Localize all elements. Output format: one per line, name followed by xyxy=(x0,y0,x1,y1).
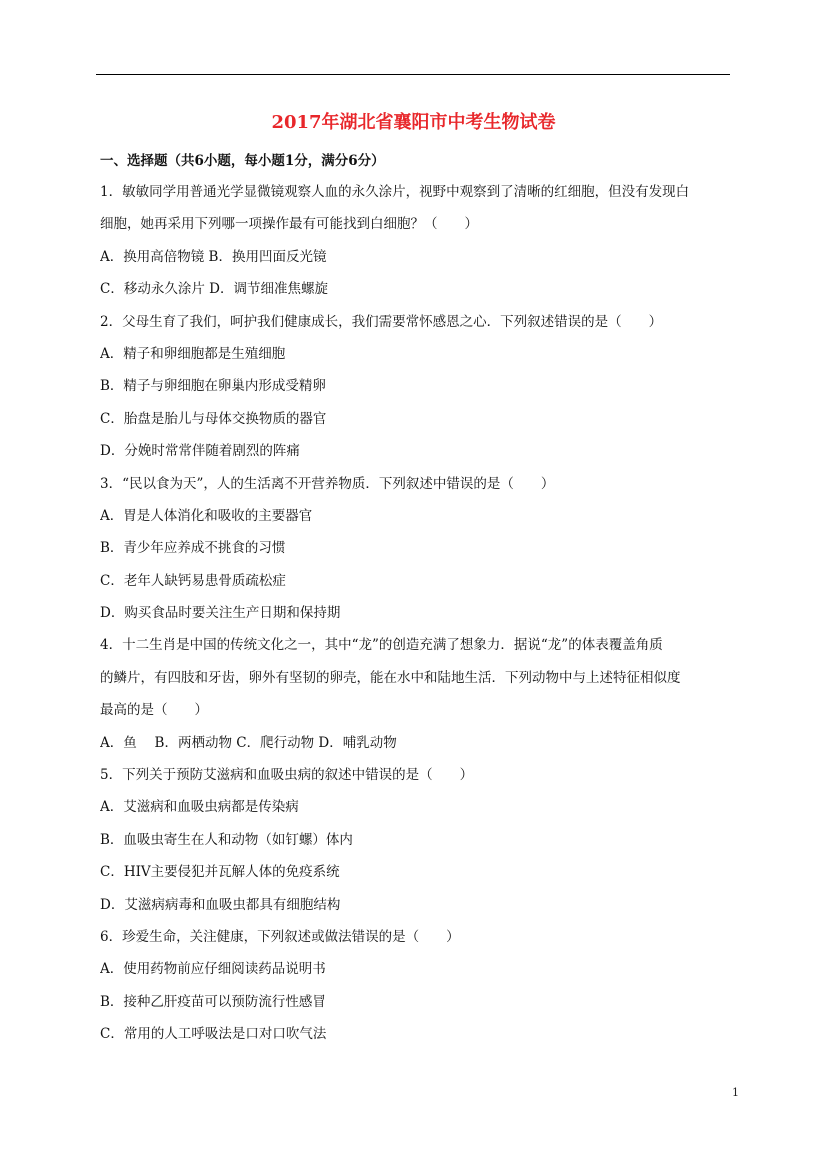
question-3-option-a: A．胃是人体消化和吸收的主要器官 xyxy=(100,507,313,524)
question-4-stem-line-3: 最高的是（ ） xyxy=(100,702,208,719)
question-5-option-c: C．HIV主要侵犯并瓦解人体的免疫系统 xyxy=(100,864,340,881)
question-5-option-d: D．艾滋病病毒和血吸虫都具有细胞结构 xyxy=(100,896,341,913)
question-3-stem: 3．“民以食为天”，人的生活离不开营养物质．下列叙述中错误的是（ ） xyxy=(100,475,555,492)
question-2-option-d: D．分娩时常常伴随着剧烈的阵痛 xyxy=(100,443,300,460)
question-2-option-c: C．胎盘是胎儿与母体交换物质的器官 xyxy=(100,410,327,427)
question-1-stem-line-2: 细胞，她再采用下列哪一项操作最有可能找到白细胞？（ ） xyxy=(100,216,478,233)
question-2-stem: 2．父母生育了我们，呵护我们健康成长，我们需要常怀感恩之心．下列叙述错误的是（ ） xyxy=(100,313,663,330)
header-rule xyxy=(96,74,730,75)
question-6-option-b: B．接种乙肝疫苗可以预防流行性感冒 xyxy=(100,993,326,1010)
question-2-option-b: B．精子与卵细胞在卵巢内形成受精卵 xyxy=(100,378,326,395)
question-4-stem-line-2: 的鳞片，有四肢和牙齿，卵外有坚韧的卵壳，能在水中和陆地生活．下列动物中与上述特征相似度 xyxy=(100,669,681,686)
question-6-stem: 6．珍爱生命，关注健康，下列叙述或做法错误的是（ ） xyxy=(100,928,460,945)
page-title: 2017年湖北省襄阳市中考生物试卷 xyxy=(271,112,556,133)
question-1-stem-line-1: 1．敏敏同学用普通光学显微镜观察人血的永久涂片，视野中观察到了清晰的红细胞，但没有发现白 xyxy=(100,184,690,200)
question-4-options: A．鱼 B．两栖动物 C．爬行动物 D．哺乳动物 xyxy=(100,734,397,751)
question-3-option-b: B．青少年应养成不挑食的习惯 xyxy=(100,540,286,557)
question-2-option-a: A．精子和卵细胞都是生殖细胞 xyxy=(100,345,286,362)
question-6-option-a: A．使用药物前应仔细阅读药品说明书 xyxy=(100,961,326,978)
question-5-option-b: B．血吸虫寄生在人和动物（如钉螺）体内 xyxy=(100,831,353,848)
page-number: 1 xyxy=(732,1086,739,1099)
question-5-option-a: A．艾滋病和血吸虫病都是传染病 xyxy=(100,799,299,816)
question-list xyxy=(100,176,732,1051)
question-6-option-c: C．常用的人工呼吸法是口对口吹气法 xyxy=(100,1026,327,1043)
question-3-option-c: C．老年人缺钙易患骨质疏松症 xyxy=(100,572,286,589)
section-heading: 一、选择题（共6小题，每小题1分，满分6分） xyxy=(100,153,385,169)
question-1-options-line-2: C．移动永久涂片 D．调节细准焦螺旋 xyxy=(100,281,328,298)
question-4-stem-line-1: 4．十二生肖是中国的传统文化之一，其中“龙”的创造充满了想象力．据说“龙”的体表覆盖角质 xyxy=(100,637,663,654)
question-1-options-line-1: A．换用高倍物镜 B．换用凹面反光镜 xyxy=(100,248,327,265)
question-3-option-d: D．购买食品时要关注生产日期和保持期 xyxy=(100,605,341,622)
question-5-stem: 5．下列关于预防艾滋病和血吸虫病的叙述中错误的是（ ） xyxy=(100,767,474,784)
